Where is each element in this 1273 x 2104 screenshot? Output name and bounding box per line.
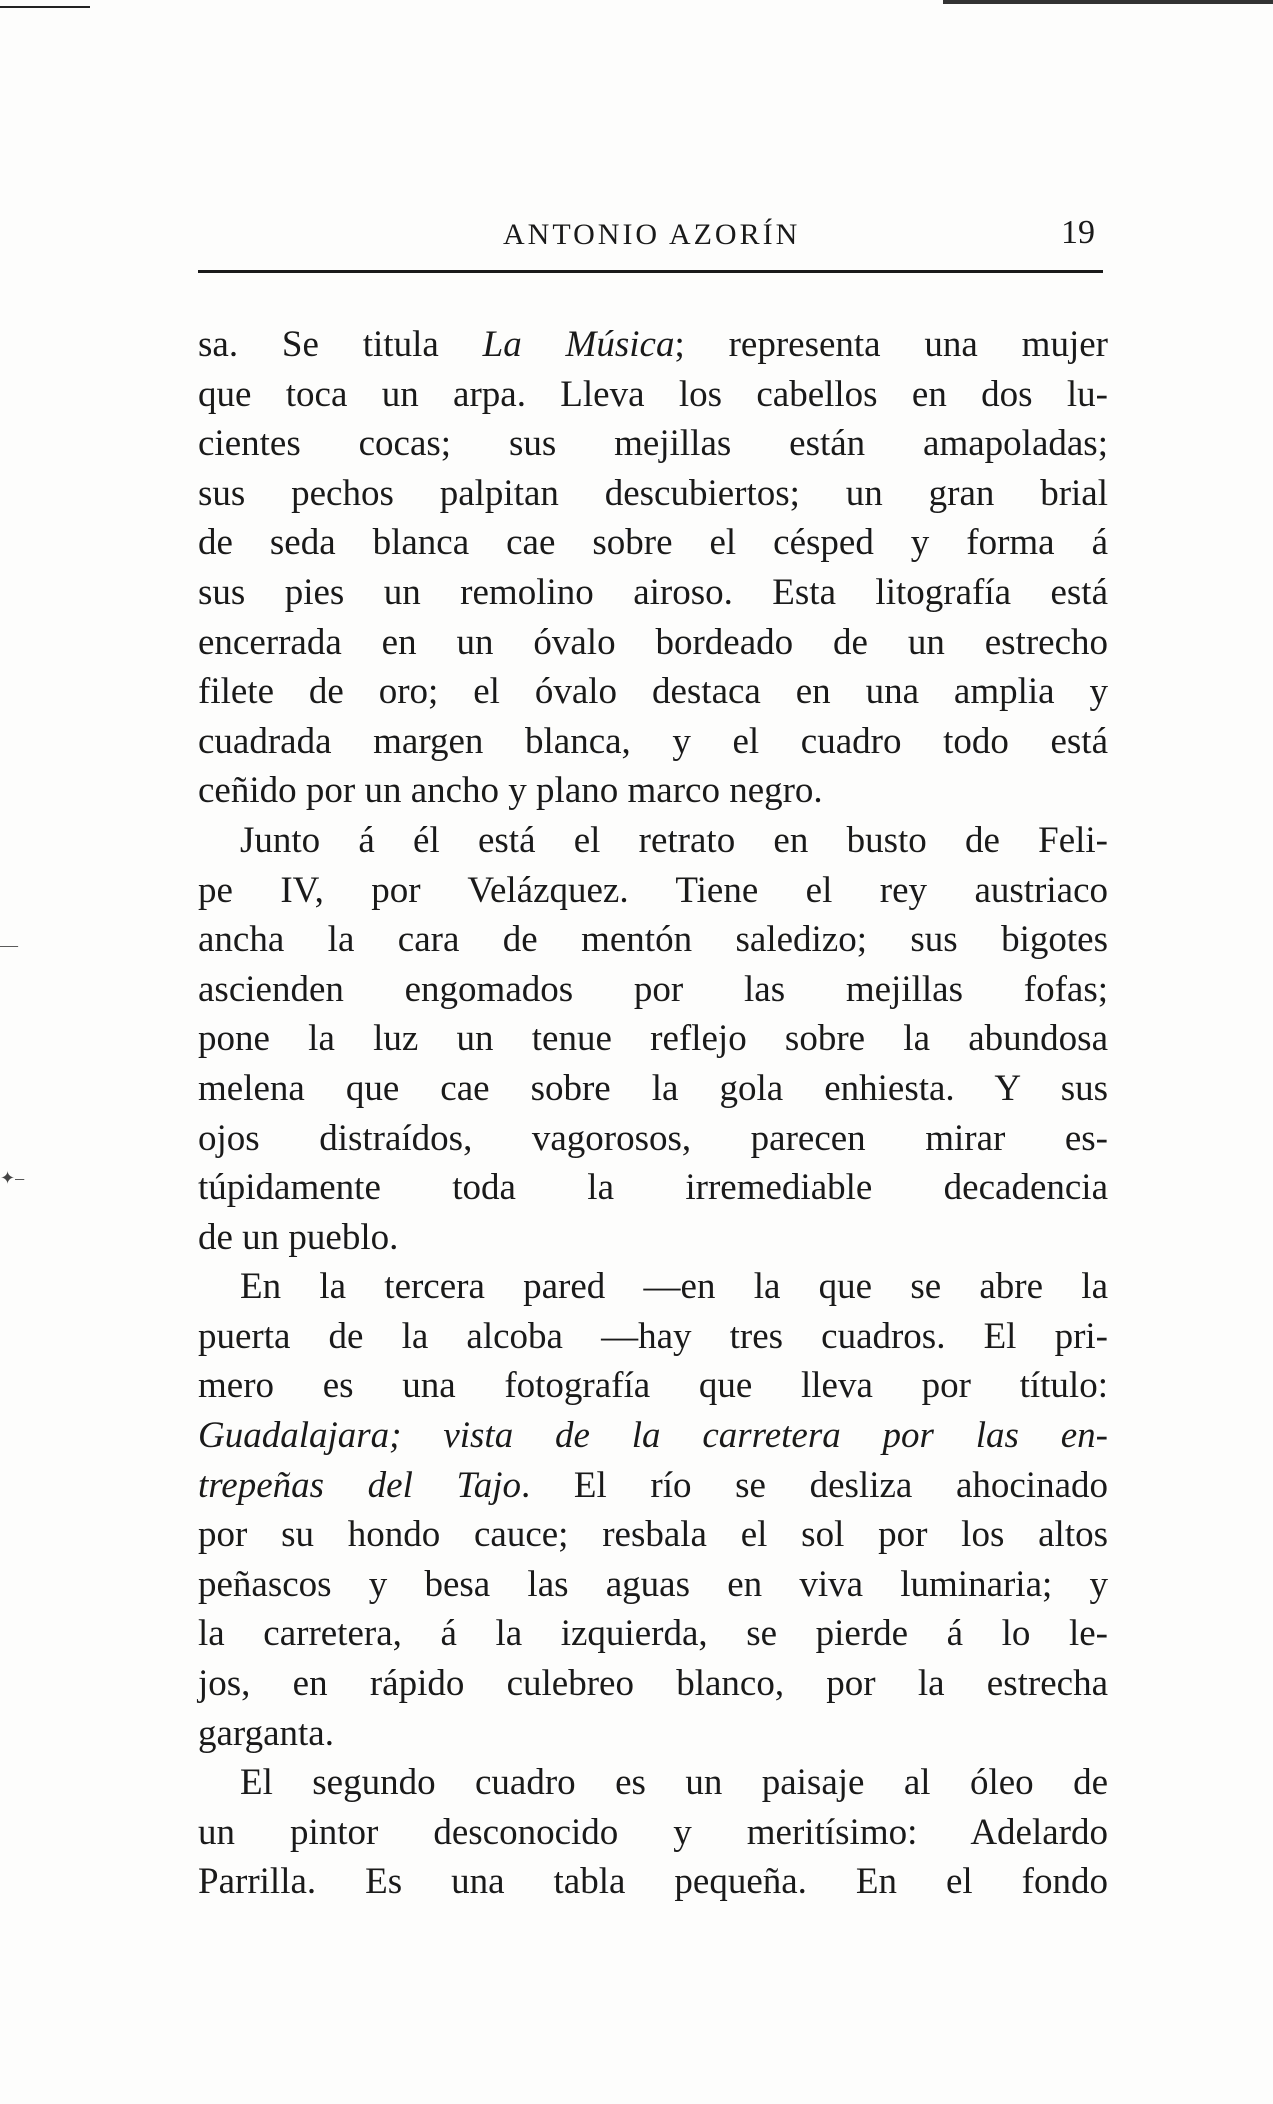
scan-edge-mark bbox=[0, 6, 90, 8]
body-text bbox=[198, 320, 1108, 1907]
text-line: que toca un arpa. Lleva los cabellos en dos lu- bbox=[198, 373, 1108, 415]
text-line: de un pueblo. bbox=[198, 1216, 399, 1258]
italic-title: trepeñas del Tajo bbox=[198, 1464, 521, 1506]
italic-title: Guadalajara; vista de la carretera por las en- bbox=[198, 1415, 1108, 1457]
text-line: cuadrada margen blanca, y el cuadro todo está bbox=[198, 720, 1108, 762]
text-line: la carretera, á la izquierda, se pierde á lo le- bbox=[198, 1613, 1108, 1655]
text-line: de seda blanca cae sobre el césped y forma á bbox=[198, 522, 1108, 564]
text-line: un pintor desconocido y meritísimo: Adelardo bbox=[198, 1811, 1108, 1853]
text-line: filete de oro; el óvalo destaca en una amplia y bbox=[198, 671, 1108, 713]
text-line: jos, en rápido culebreo blanco, por la estrecha bbox=[198, 1663, 1108, 1705]
text-line: sus pies un remolino airoso. Esta litografía está bbox=[198, 571, 1108, 613]
text-line: Junto á él está el retrato en busto de Feli- bbox=[240, 819, 1108, 861]
text-line: ceñido por un ancho y plano marco negro. bbox=[198, 770, 823, 812]
text-line: garganta. bbox=[198, 1712, 334, 1754]
text-line: ascienden engomados por las mejillas fofas; bbox=[198, 968, 1108, 1010]
text-line: encerrada en un óvalo bordeado de un estrecho bbox=[198, 621, 1108, 663]
running-title: ANTONIO AZORÍN bbox=[503, 218, 801, 251]
text-line: ojos distraídos, vagorosos, parecen mirar es- bbox=[198, 1117, 1108, 1159]
text-line: trepeñas del Tajo. El río se desliza ahocinado bbox=[198, 1464, 1109, 1506]
text-line bbox=[198, 1411, 1108, 1461]
text-line: melena que cae sobre la gola enhiesta. Y sus bbox=[198, 1067, 1108, 1109]
header-rule bbox=[198, 270, 1103, 273]
text-line: peñascos y besa las aguas en viva luminaria; y bbox=[198, 1563, 1108, 1605]
text-line: mero es una fotografía que lleva por título: bbox=[198, 1365, 1108, 1407]
text-line: cientes cocas; sus mejillas están amapoladas; bbox=[198, 423, 1108, 465]
text-line: sa. Se titula La Música; representa una mujer bbox=[198, 324, 1108, 365]
text-line: pe IV, por Velázquez. Tiene el rey austriaco bbox=[198, 869, 1108, 911]
text-line: En la tercera pared —en la que se abre la bbox=[240, 1266, 1108, 1308]
text-line: El segundo cuadro es un paisaje al óleo de bbox=[240, 1762, 1108, 1804]
page-number: 19 bbox=[1061, 214, 1095, 251]
italic-title: La Música bbox=[482, 324, 675, 365]
text-line: pone la luz un tenue reflejo sobre la abundosa bbox=[198, 1018, 1108, 1060]
margin-mark: — bbox=[0, 935, 18, 955]
text-line: túpidamente toda la irremediable decadencia bbox=[198, 1167, 1108, 1209]
text-line: ancha la cara de mentón saledizo; sus bigotes bbox=[198, 919, 1108, 961]
running-head bbox=[198, 200, 1103, 280]
margin-mark: ✦– bbox=[0, 1168, 25, 1188]
text-line: puerta de la alcoba —hay tres cuadros. El pri- bbox=[198, 1315, 1108, 1357]
scan-edge-mark bbox=[943, 0, 1273, 4]
text-line: por su hondo cauce; resbala el sol por los altos bbox=[198, 1514, 1108, 1556]
text-line: sus pechos palpitan descubiertos; un gran brial bbox=[198, 472, 1108, 514]
text-line: Parrilla. Es una tabla pequeña. En el fondo bbox=[198, 1861, 1108, 1903]
